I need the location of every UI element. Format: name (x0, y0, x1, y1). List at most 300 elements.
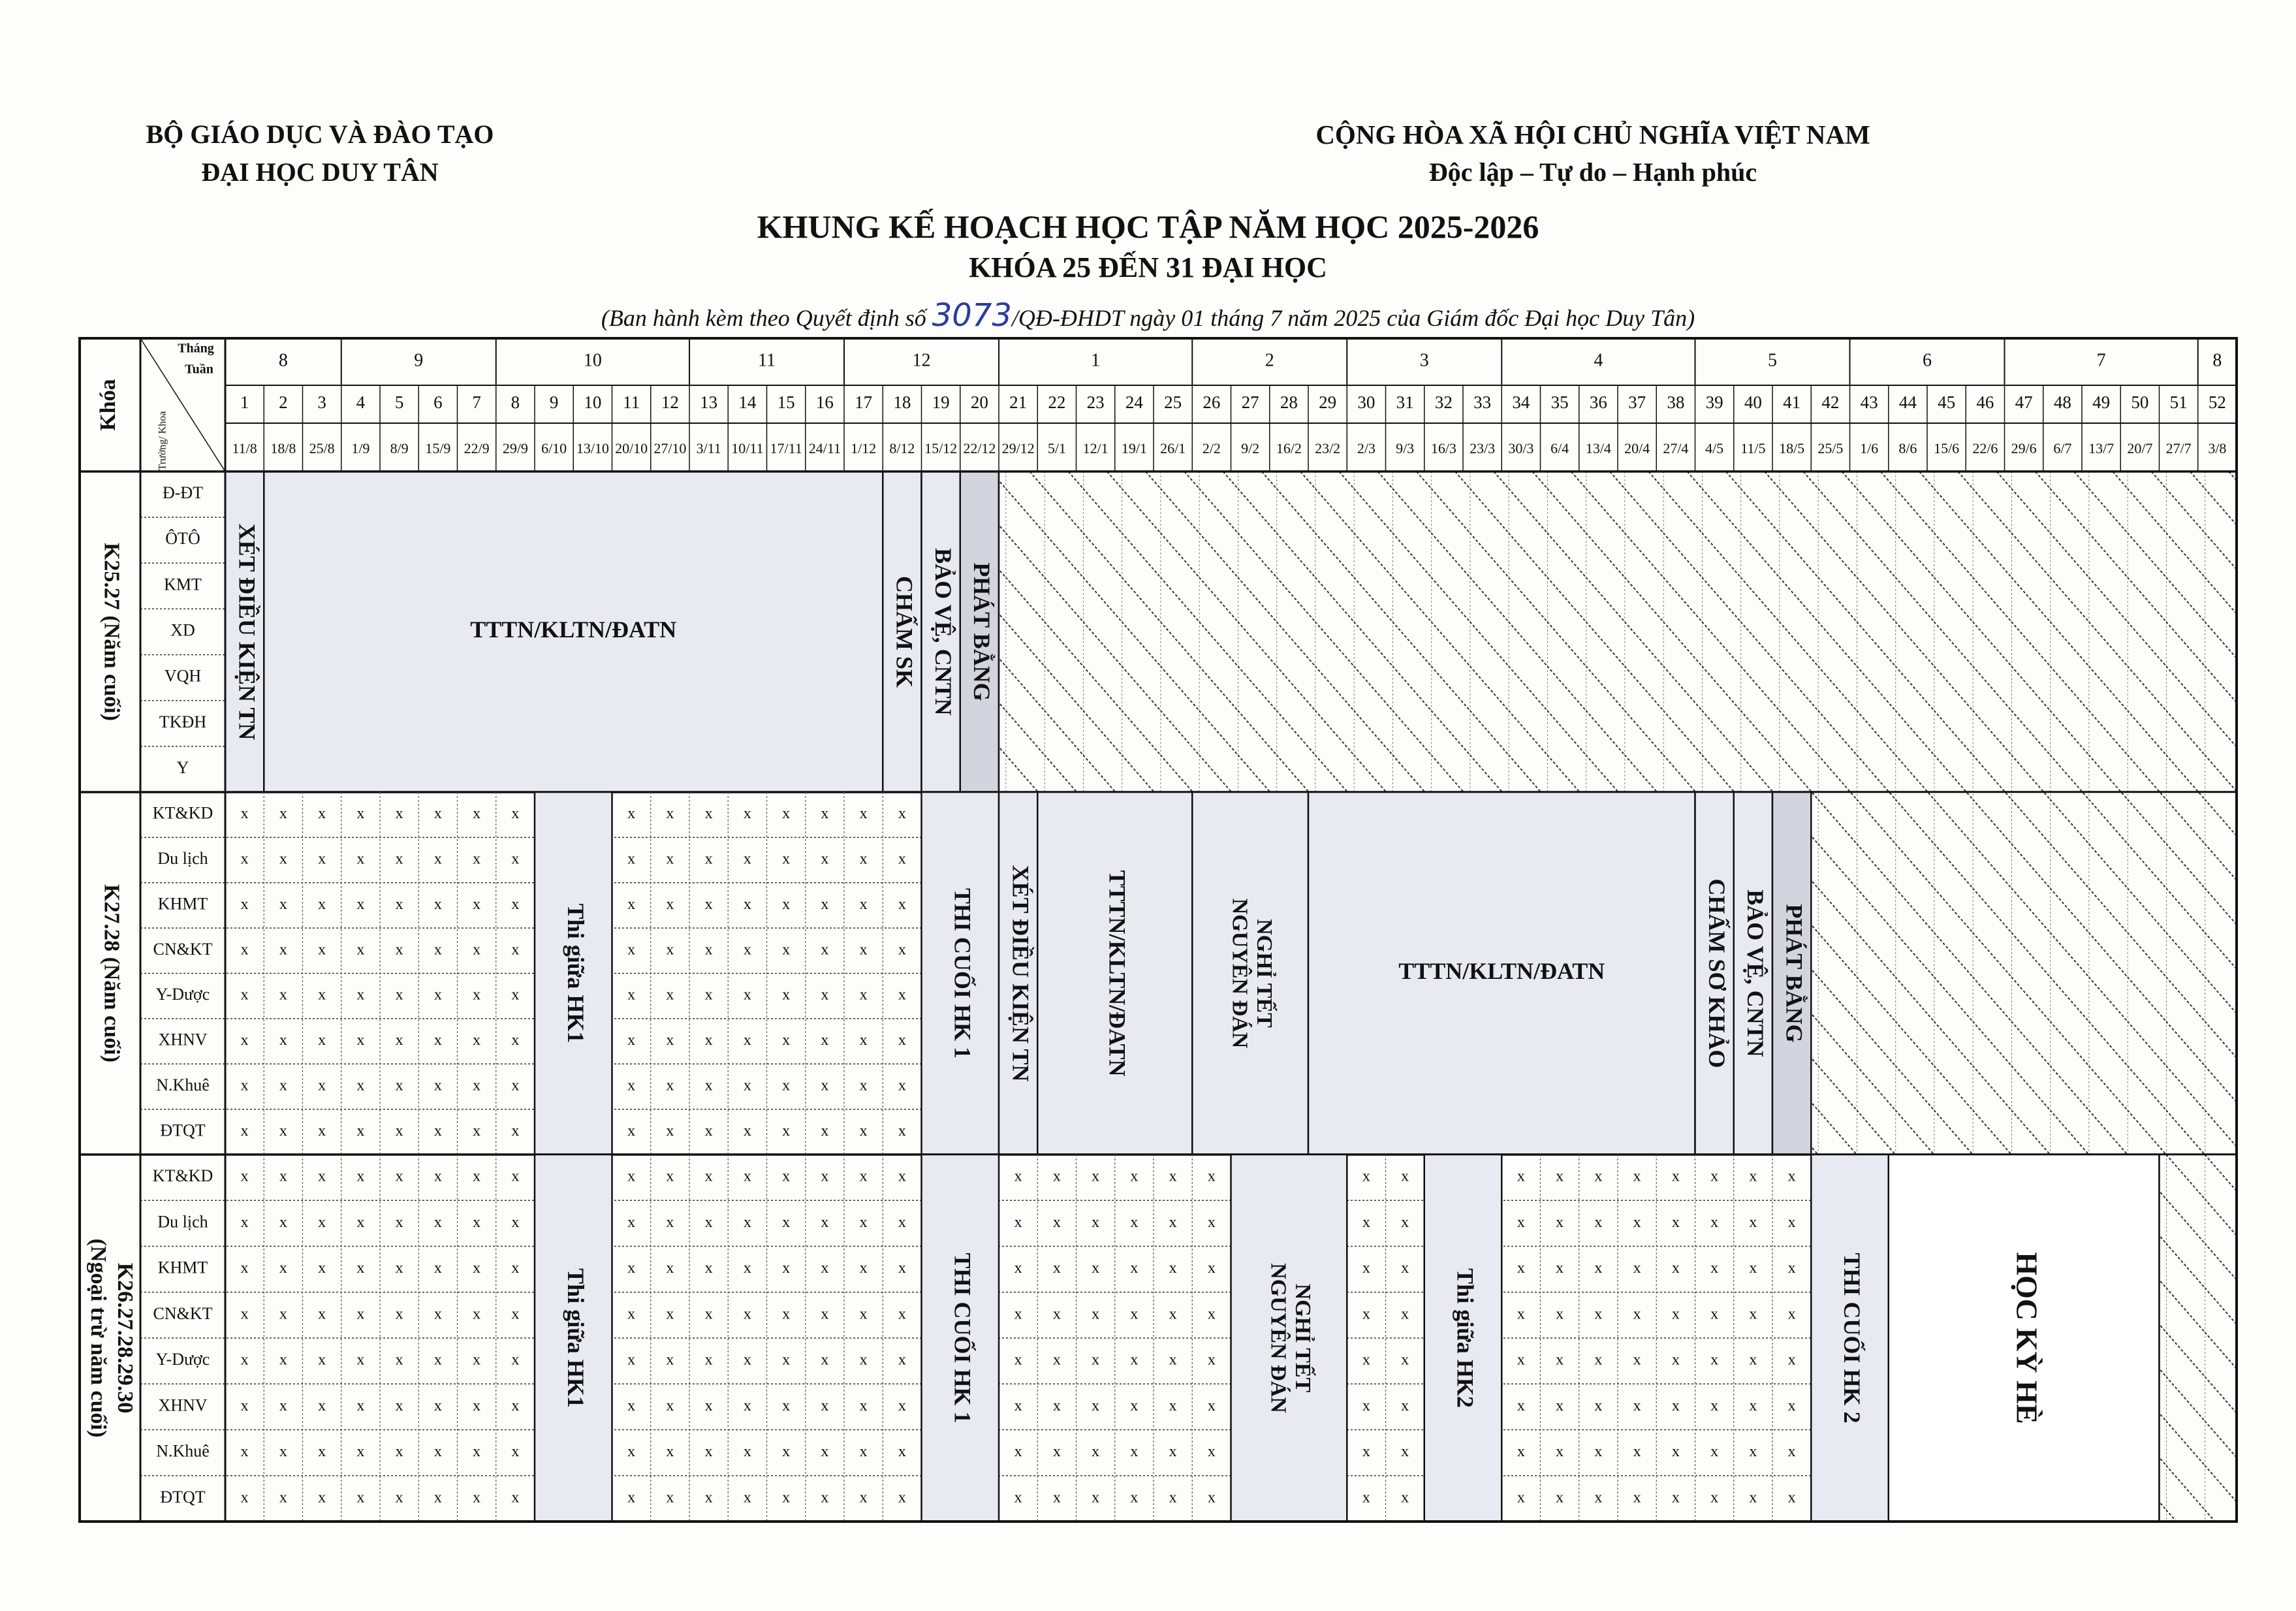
study-mark: x (279, 805, 287, 823)
study-mark: x (279, 1489, 287, 1507)
study-mark: x (1633, 1305, 1641, 1323)
study-mark: x (473, 850, 481, 868)
week-date: 15/12 (924, 440, 958, 457)
study-mark: x (704, 1168, 713, 1185)
study-mark: x (1207, 1489, 1216, 1507)
study-mark: x (627, 1122, 636, 1140)
study-mark: x (1130, 1305, 1139, 1323)
study-mark: x (1014, 1168, 1022, 1185)
faculty-label: XHNV (158, 1030, 208, 1049)
week-number: 44 (1898, 392, 1917, 413)
study-mark: x (1594, 1213, 1603, 1231)
faculty-label: ĐTQT (160, 1487, 206, 1507)
study-mark: x (240, 1122, 249, 1140)
study-mark: x (666, 1351, 674, 1369)
faculty-label: CN&KT (153, 939, 213, 959)
study-mark: x (318, 1489, 326, 1507)
month-label: 2 (1265, 350, 1274, 371)
block-label: BẢO VỆ, CNTN (1742, 889, 1769, 1057)
week-date: 27/10 (653, 440, 687, 457)
study-mark: x (704, 986, 713, 1004)
study-mark: x (511, 1122, 520, 1140)
study-mark: x (356, 1305, 365, 1323)
month-label: 4 (1594, 350, 1603, 371)
study-mark: x (433, 1213, 442, 1231)
study-mark: x (1671, 1351, 1680, 1369)
week-date: 9/2 (1241, 440, 1260, 457)
week-number: 31 (1396, 392, 1414, 413)
study-mark: x (898, 1077, 906, 1094)
study-mark: x (1130, 1213, 1139, 1231)
week-number: 36 (1589, 392, 1607, 413)
study-mark: x (1749, 1168, 1757, 1185)
week-date: 19/1 (1121, 440, 1147, 457)
study-mark: x (1556, 1397, 1564, 1414)
study-mark: x (473, 941, 481, 959)
study-mark: x (511, 1077, 520, 1094)
week-number: 49 (2092, 392, 2111, 413)
study-mark: x (511, 1305, 520, 1323)
month-label: 9 (414, 350, 424, 371)
study-mark: x (859, 1168, 868, 1185)
study-mark: x (1401, 1305, 1409, 1323)
study-mark: x (511, 895, 520, 913)
study-mark: x (1710, 1168, 1719, 1185)
study-mark: x (511, 805, 520, 823)
week-number: 3 (317, 392, 326, 413)
study-mark: x (1749, 1213, 1757, 1231)
study-mark: x (859, 805, 868, 823)
study-mark: x (1401, 1443, 1409, 1461)
study-mark: x (1517, 1443, 1525, 1461)
document-subtitle: KHÓA 25 ĐẾN 31 ĐẠI HỌC (969, 251, 1327, 283)
study-mark: x (433, 986, 442, 1004)
week-date: 6/4 (1550, 440, 1569, 457)
week-number: 30 (1357, 392, 1376, 413)
study-mark: x (782, 1077, 791, 1094)
study-mark: x (433, 850, 442, 868)
study-mark: x (318, 1260, 326, 1277)
week-date: 4/5 (1705, 440, 1724, 457)
study-mark: x (1092, 1260, 1100, 1277)
week-number: 13 (700, 392, 718, 413)
study-mark: x (1710, 1351, 1719, 1369)
faculty-label: KT&KD (152, 803, 213, 823)
block-label: HỌC KỲ HÈ (2010, 1252, 2044, 1424)
month-label: 10 (583, 350, 602, 371)
study-mark: x (859, 1260, 868, 1277)
study-mark: x (511, 850, 520, 868)
study-mark: x (1207, 1213, 1216, 1231)
corner-diagonal (140, 338, 225, 471)
week-number: 35 (1550, 392, 1569, 413)
study-mark: x (743, 1351, 751, 1369)
study-mark: x (356, 1122, 365, 1140)
study-mark: x (1207, 1443, 1216, 1461)
study-mark: x (318, 1077, 326, 1094)
week-number: 1 (240, 392, 249, 413)
study-mark: x (666, 1305, 674, 1323)
study-mark: x (1594, 1168, 1603, 1185)
study-mark: x (704, 1077, 713, 1094)
week-number: 41 (1783, 392, 1801, 413)
study-mark: x (898, 1489, 906, 1507)
tuan-label: Tuần (185, 362, 213, 377)
study-mark: x (1092, 1305, 1100, 1323)
week-number: 5 (394, 392, 404, 413)
study-mark: x (627, 1305, 636, 1323)
week-date: 29/9 (502, 440, 528, 457)
study-mark: x (704, 1305, 713, 1323)
study-mark: x (1517, 1168, 1525, 1185)
week-date: 13/4 (1585, 440, 1611, 457)
study-mark: x (356, 1397, 365, 1414)
week-number: 22 (1048, 392, 1066, 413)
week-number: 14 (738, 392, 757, 413)
week-number: 34 (1512, 392, 1530, 413)
study-mark: x (240, 1213, 249, 1231)
study-mark: x (1401, 1168, 1409, 1185)
week-date: 8/6 (1898, 440, 1917, 457)
block-label: TTTN/KLTN/ĐATN (1104, 870, 1131, 1077)
study-mark: x (395, 805, 403, 823)
week-number: 10 (584, 392, 602, 413)
block-label: NGHỈ TẾTNGUYÊN ĐÁN (1266, 1263, 1315, 1413)
study-mark: x (743, 1443, 751, 1461)
faculty-label: XHNV (158, 1396, 208, 1415)
study-mark: x (859, 941, 868, 959)
study-mark: x (1052, 1168, 1061, 1185)
week-number: 33 (1473, 392, 1492, 413)
study-mark: x (704, 1260, 713, 1277)
study-mark: x (1787, 1168, 1796, 1185)
study-mark: x (240, 1168, 249, 1185)
week-date: 6/7 (2053, 440, 2072, 457)
study-mark: x (240, 1489, 249, 1507)
block-label: XÉT ĐIỀU KIỆN TN (234, 523, 260, 741)
faculty-label: ÔTÔ (165, 529, 200, 549)
study-mark: x (627, 1489, 636, 1507)
document-title: KHUNG KẾ HOẠCH HỌC TẬP NĂM HỌC 2025-2026 (757, 208, 1539, 245)
ministry-name: BỘ GIÁO DỤC VÀ ĐÀO TẠO (146, 120, 494, 149)
study-mark: x (898, 1260, 906, 1277)
study-mark: x (240, 1351, 249, 1369)
study-mark: x (1401, 1489, 1409, 1507)
study-mark: x (666, 941, 674, 959)
study-mark: x (473, 1305, 481, 1323)
study-mark: x (627, 1443, 636, 1461)
study-mark: x (898, 1305, 906, 1323)
study-mark: x (898, 1122, 906, 1140)
study-mark: x (1401, 1213, 1409, 1231)
study-mark: x (279, 1168, 287, 1185)
group-name: K27.28 (Năm cuối) (99, 884, 124, 1062)
study-mark: x (240, 1305, 249, 1323)
study-mark: x (356, 1260, 365, 1277)
study-mark: x (627, 1351, 636, 1369)
study-mark: x (859, 895, 868, 913)
faculty-label: N.Khuê (156, 1075, 210, 1094)
week-date: 10/11 (731, 440, 764, 457)
study-mark: x (782, 1122, 791, 1140)
block-label: CHẤM SƠ KHẢO (1703, 878, 1730, 1068)
block-label: TTTN/KLTN/ĐATN (470, 616, 677, 643)
study-mark: x (1052, 1489, 1061, 1507)
faculty-label: Y (176, 758, 189, 777)
study-mark: x (473, 1122, 481, 1140)
study-mark: x (511, 941, 520, 959)
week-date: 8/12 (889, 440, 915, 457)
week-number: 17 (855, 392, 873, 413)
study-mark: x (1401, 1260, 1409, 1277)
study-mark: x (356, 986, 365, 1004)
study-mark: x (240, 1397, 249, 1414)
study-mark: x (1362, 1260, 1370, 1277)
study-mark: x (433, 1168, 442, 1185)
study-mark: x (743, 1122, 751, 1140)
study-mark: x (1787, 1489, 1796, 1507)
week-date: 17/11 (770, 440, 802, 457)
study-mark: x (395, 986, 403, 1004)
study-mark: x (356, 1168, 365, 1185)
week-number: 20 (970, 392, 988, 413)
study-mark: x (1633, 1489, 1641, 1507)
study-mark: x (356, 1077, 365, 1094)
week-date: 20/10 (615, 440, 648, 457)
study-mark: x (782, 850, 791, 868)
study-mark: x (821, 1077, 829, 1094)
week-date: 11/8 (232, 440, 257, 457)
study-mark: x (1052, 1305, 1061, 1323)
week-number: 6 (433, 392, 443, 413)
study-mark: x (279, 1397, 287, 1414)
week-number: 42 (1821, 392, 1840, 413)
study-mark: x (743, 1168, 751, 1185)
week-date: 18/5 (1779, 440, 1805, 457)
study-mark: x (433, 895, 442, 913)
study-mark: x (395, 850, 403, 868)
study-mark: x (1092, 1213, 1100, 1231)
study-mark: x (1787, 1397, 1796, 1414)
study-mark: x (279, 1213, 287, 1231)
study-mark: x (782, 1213, 791, 1231)
study-mark: x (356, 1351, 365, 1369)
study-mark: x (1710, 1260, 1719, 1277)
study-mark: x (240, 850, 249, 868)
week-number: 40 (1744, 392, 1762, 413)
week-date: 18/8 (270, 440, 296, 457)
study-mark: x (627, 1032, 636, 1049)
study-mark: x (1401, 1397, 1409, 1414)
week-number: 18 (893, 392, 911, 413)
study-mark: x (240, 805, 249, 823)
study-mark: x (666, 1260, 674, 1277)
week-number: 12 (661, 392, 679, 413)
study-mark: x (511, 1032, 520, 1049)
month-label: 1 (1091, 350, 1101, 371)
study-mark: x (279, 895, 287, 913)
study-mark: x (473, 1077, 481, 1094)
study-mark: x (1052, 1260, 1061, 1277)
week-number: 8 (511, 392, 520, 413)
study-mark: x (627, 1077, 636, 1094)
study-mark: x (279, 1443, 287, 1461)
decree-number: 3073 (932, 297, 1012, 334)
week-number: 29 (1319, 392, 1337, 413)
study-mark: x (1169, 1443, 1177, 1461)
study-mark: x (511, 1260, 520, 1277)
study-mark: x (395, 1213, 403, 1231)
study-mark: x (898, 1168, 906, 1185)
study-mark: x (627, 986, 636, 1004)
study-mark: x (395, 941, 403, 959)
study-mark: x (1169, 1489, 1177, 1507)
study-mark: x (395, 1077, 403, 1094)
study-mark: x (898, 850, 906, 868)
week-date: 5/1 (1047, 440, 1066, 457)
study-mark: x (318, 1032, 326, 1049)
study-mark: x (704, 1032, 713, 1049)
week-date: 2/3 (1357, 440, 1376, 457)
study-mark: x (1671, 1305, 1680, 1323)
week-number: 45 (1938, 392, 1956, 413)
block-label: CHẤM SK (891, 576, 918, 688)
week-number: 52 (2208, 392, 2226, 413)
study-mark: x (395, 1397, 403, 1414)
study-mark: x (1749, 1489, 1757, 1507)
study-mark: x (859, 1443, 868, 1461)
block-label: THI CUỐI HK 1 (949, 1252, 976, 1424)
study-mark: x (627, 850, 636, 868)
study-mark: x (318, 1397, 326, 1414)
study-mark: x (356, 1032, 365, 1049)
week-date: 30/3 (1508, 440, 1534, 457)
study-mark: x (473, 1032, 481, 1049)
study-mark: x (1671, 1489, 1680, 1507)
study-mark: x (1787, 1213, 1796, 1231)
group-name: K25.27 (Năm cuối) (99, 543, 124, 721)
study-mark: x (1594, 1305, 1603, 1323)
study-mark: x (898, 1443, 906, 1461)
study-mark: x (433, 1397, 442, 1414)
study-mark: x (473, 986, 481, 1004)
study-mark: x (1092, 1168, 1100, 1185)
study-mark: x (279, 1077, 287, 1094)
study-mark: x (1710, 1305, 1719, 1323)
block-label: THI CUỐI HK 1 (949, 887, 976, 1059)
study-mark: x (1594, 1489, 1603, 1507)
study-mark: x (782, 986, 791, 1004)
study-mark: x (1671, 1213, 1680, 1231)
study-mark: x (1671, 1168, 1680, 1185)
study-mark: x (318, 1168, 326, 1185)
study-mark: x (1014, 1397, 1022, 1414)
study-mark: x (1556, 1443, 1564, 1461)
study-mark: x (473, 1168, 481, 1185)
study-mark: x (1594, 1397, 1603, 1414)
study-mark: x (1052, 1213, 1061, 1231)
study-mark: x (1594, 1351, 1603, 1369)
study-mark: x (1169, 1351, 1177, 1369)
week-number: 39 (1705, 392, 1723, 413)
study-mark: x (279, 941, 287, 959)
study-mark: x (395, 1489, 403, 1507)
study-mark: x (627, 1213, 636, 1231)
university-name: ĐẠI HỌC DUY TÂN (201, 157, 439, 187)
study-mark: x (627, 1397, 636, 1414)
study-mark: x (821, 1213, 829, 1231)
study-mark: x (821, 1122, 829, 1140)
week-date: 20/7 (2127, 440, 2153, 457)
block-label: NGHỈ TẾTNGUYÊN ĐÁN (1227, 898, 1277, 1049)
study-mark: x (898, 1213, 906, 1231)
study-mark: x (782, 1260, 791, 1277)
week-number: 37 (1628, 392, 1646, 413)
faculty-label: Đ-ĐT (162, 483, 204, 503)
month-label: 5 (1768, 350, 1777, 371)
study-mark: x (821, 1168, 829, 1185)
study-mark: x (511, 1168, 520, 1185)
week-number: 24 (1125, 392, 1143, 413)
study-mark: x (433, 1260, 442, 1277)
week-number: 4 (356, 392, 366, 413)
study-mark: x (1671, 1260, 1680, 1277)
week-date: 1/12 (851, 440, 877, 457)
week-date: 13/7 (2088, 440, 2115, 457)
week-number: 11 (623, 392, 640, 413)
study-mark: x (627, 1260, 636, 1277)
block-label: Thi giữa HK1 (562, 1268, 589, 1408)
week-date: 27/7 (2165, 440, 2192, 457)
study-mark: x (1052, 1443, 1061, 1461)
week-date: 24/11 (808, 440, 841, 457)
study-mark: x (1130, 1397, 1139, 1414)
study-mark: x (1014, 1213, 1022, 1231)
week-number: 16 (815, 392, 834, 413)
study-mark: x (395, 1351, 403, 1369)
study-mark: x (898, 1397, 906, 1414)
study-mark: x (743, 1489, 751, 1507)
study-mark: x (433, 1443, 442, 1461)
study-mark: x (1517, 1351, 1525, 1369)
study-mark: x (433, 1489, 442, 1507)
week-number: 19 (932, 392, 950, 413)
week-date: 26/1 (1160, 440, 1186, 457)
study-mark: x (666, 1489, 674, 1507)
study-mark: x (511, 1489, 520, 1507)
study-mark: x (1014, 1260, 1022, 1277)
study-mark: x (511, 1213, 520, 1231)
faculty-label: TKĐH (159, 712, 207, 731)
study-mark: x (704, 1213, 713, 1231)
study-mark: x (743, 1077, 751, 1094)
study-mark: x (395, 1443, 403, 1461)
week-date: 1/6 (1860, 440, 1879, 457)
study-mark: x (821, 1260, 829, 1277)
study-mark: x (1092, 1443, 1100, 1461)
study-mark: x (240, 1032, 249, 1049)
faculty-label: CN&KT (153, 1303, 213, 1323)
study-mark: x (1710, 1489, 1719, 1507)
study-mark: x (240, 1077, 249, 1094)
study-mark: x (1749, 1260, 1757, 1277)
national-motto: Độc lập – Tự do – Hạnh phúc (1428, 157, 1757, 187)
study-mark: x (1052, 1351, 1061, 1369)
week-date: 23/3 (1470, 440, 1496, 457)
week-number: 2 (279, 392, 288, 413)
week-date: 12/1 (1082, 440, 1109, 457)
block-label: PHÁT BẰNG (969, 562, 996, 701)
